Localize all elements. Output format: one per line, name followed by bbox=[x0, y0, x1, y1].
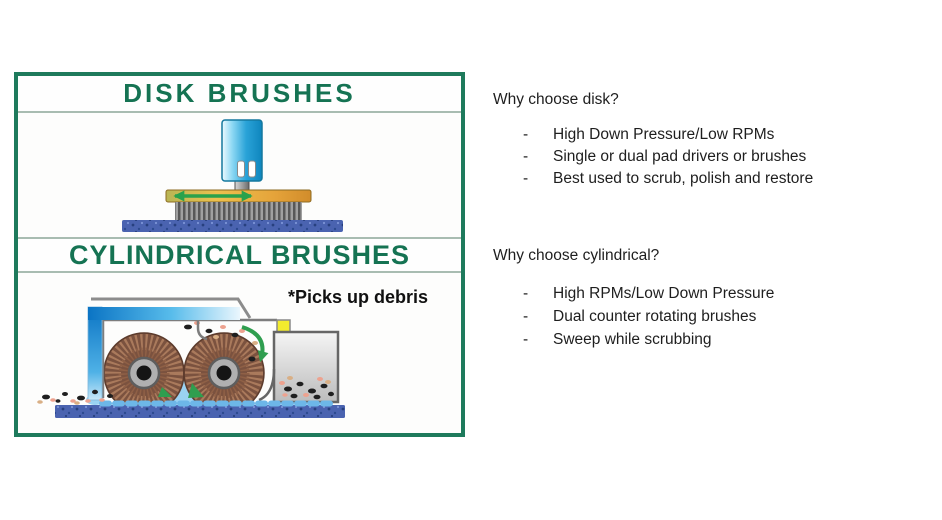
water-pipe-horizontal bbox=[88, 307, 240, 320]
cylindrical-panel-header bbox=[18, 237, 461, 273]
cylindrical-section-heading: Why choose cylindrical? bbox=[493, 247, 660, 264]
brush-axle bbox=[137, 366, 152, 381]
disk-bristles bbox=[175, 202, 302, 222]
disk-bullet-list bbox=[493, 124, 813, 190]
bullet-dash: - bbox=[523, 285, 529, 302]
debris-hopper bbox=[274, 332, 338, 402]
motor-vent bbox=[249, 161, 256, 177]
bullet-item bbox=[493, 146, 813, 168]
floor-surface bbox=[122, 220, 343, 232]
disk-brush-diagram bbox=[18, 113, 461, 237]
bullet-text: High RPMs/Low Down Pressure bbox=[553, 285, 775, 302]
bullet-dash: - bbox=[523, 308, 529, 325]
brush-comparison-figure bbox=[14, 72, 465, 437]
bullet-text: Single or dual pad drivers or brushes bbox=[553, 148, 807, 165]
bullet-text: Dual counter rotating brushes bbox=[553, 308, 757, 325]
cylindrical-machine bbox=[37, 299, 345, 418]
cylindrical-panel-title: CYLINDRICAL BRUSHES bbox=[68, 239, 411, 270]
picks-up-debris-note: *Picks up debris bbox=[288, 287, 429, 307]
bullet-dash: - bbox=[523, 148, 529, 165]
bullet-text: Sweep while scrubbing bbox=[553, 331, 712, 348]
bullet-dash: - bbox=[523, 331, 529, 348]
bullet-item bbox=[493, 328, 774, 351]
disk-panel-header bbox=[18, 76, 461, 113]
bullet-dash: - bbox=[523, 126, 529, 143]
debris-chute bbox=[277, 320, 290, 332]
water-pipe-vertical bbox=[88, 307, 102, 400]
bullet-text: High Down Pressure/Low RPMs bbox=[553, 126, 775, 143]
disk-section-heading: Why choose disk? bbox=[493, 91, 619, 108]
bullet-dash: - bbox=[523, 170, 529, 187]
bullet-item bbox=[493, 124, 813, 146]
brush-axle bbox=[217, 366, 232, 381]
disk-panel-title: DISK BRUSHES bbox=[123, 78, 356, 108]
motor-vent bbox=[238, 161, 245, 177]
cylindrical-bullet-list bbox=[493, 282, 774, 351]
bullet-item bbox=[493, 305, 774, 328]
bullet-item bbox=[493, 282, 774, 305]
floor-surface bbox=[55, 405, 345, 418]
bullet-item bbox=[493, 168, 813, 190]
disk-machine bbox=[122, 120, 343, 232]
bullet-text: Best used to scrub, polish and restore bbox=[553, 170, 814, 187]
